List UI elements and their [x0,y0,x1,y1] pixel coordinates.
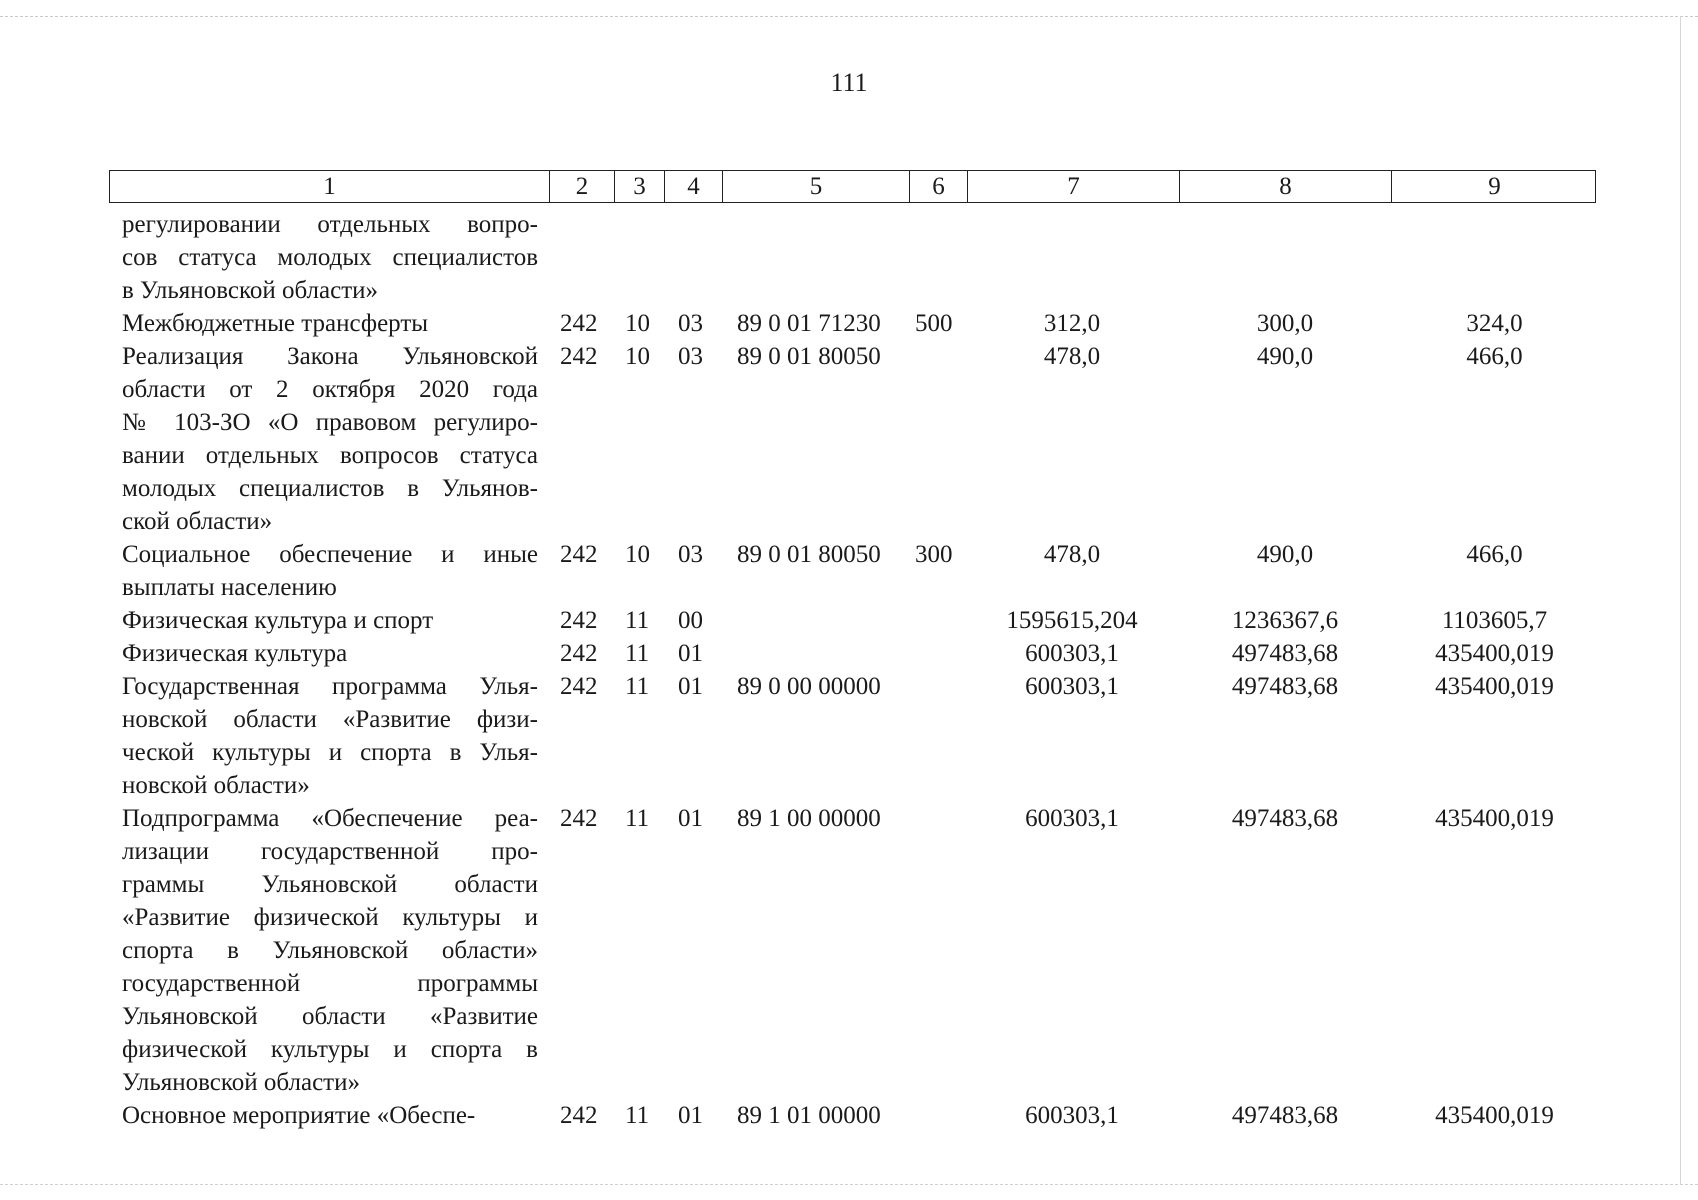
table-row [0,1099,1698,1132]
cell-col-7: 478,0 [1043,541,1101,568]
description-line: области от 2 октября 2020 года [122,376,538,403]
cell-col-2: 242 [560,607,598,634]
cell-col-7: 600303,1 [1025,640,1119,667]
cell-col-5: 89 0 01 80050 [737,541,881,568]
cell-col-2: 242 [560,343,598,370]
row-description [122,208,538,307]
table-row [0,802,1698,1099]
description-line: граммы Ульяновской области [122,871,538,898]
description-line: ческой культуры и спорта в Улья- [122,739,538,766]
cell-col-6: 500 [915,310,953,337]
description-line: Физическая культура [122,640,348,667]
table-row [0,670,1698,802]
cell-col-5: 89 0 01 80050 [737,343,881,370]
row-description [122,307,538,340]
description-line: выплаты населению [122,574,337,601]
cell-col-2: 242 [560,640,598,667]
cell-col-4: 03 [678,310,703,337]
cell-col-4: 01 [678,805,703,832]
row-description [122,802,538,1099]
scan-border-top [0,16,1698,17]
cell-col-5: 89 0 01 71230 [737,310,881,337]
cell-col-3: 10 [625,310,650,337]
cell-col-5: 89 1 00 00000 [737,805,881,832]
column-header-4: 4 [665,171,723,202]
description-line: регулировании отдельных вопро- [122,211,538,238]
cell-col-9: 435400,019 [1435,805,1554,832]
description-line: Реализация Закона Ульяновской [122,343,538,370]
cell-col-8: 497483,68 [1231,640,1339,667]
description-line: новской области «Развитие физи- [122,706,538,733]
cell-col-7: 1595615,204 [1006,607,1138,634]
cell-col-9: 324,0 [1466,310,1523,337]
cell-col-3: 11 [625,1102,650,1129]
row-description [122,637,538,670]
cell-col-3: 10 [625,343,650,370]
cell-col-9: 466,0 [1466,541,1523,568]
cell-col-8: 497483,68 [1231,1102,1339,1129]
table-row [0,604,1698,637]
cell-col-8: 497483,68 [1231,673,1339,700]
description-line: Ульяновской области» [122,1069,360,1096]
cell-col-8: 1236367,6 [1231,607,1339,634]
cell-col-3: 11 [625,607,650,634]
description-line: молодых специалистов в Ульянов- [122,475,538,502]
description-line: Межбюджетные трансферты [122,310,429,337]
description-line: спорта в Ульяновской области» [122,937,538,964]
cell-col-8: 300,0 [1256,310,1314,337]
page-number: 111 [830,68,868,97]
column-header-2: 2 [550,171,615,202]
cell-col-9: 435400,019 [1435,673,1554,700]
description-line: Основное мероприятие «Обеспе- [122,1102,476,1129]
cell-col-4: 00 [678,607,703,634]
cell-col-2: 242 [560,673,598,700]
description-line: Социальное обеспечение и иные [122,541,538,568]
table-row [0,637,1698,670]
table-row [0,208,1698,307]
column-header-6: 6 [910,171,968,202]
cell-col-3: 11 [625,805,650,832]
cell-col-3: 11 [625,673,650,700]
table-row [0,307,1698,340]
cell-col-8: 490,0 [1256,541,1314,568]
column-header-7: 7 [968,171,1180,202]
description-line: государственной программы [122,970,538,997]
description-line: сов статуса молодых специалистов [122,244,538,271]
description-line: в Ульяновской области» [122,277,379,304]
row-description [122,340,538,538]
table-row [0,538,1698,604]
cell-col-2: 242 [560,805,598,832]
table-body [0,208,1698,1132]
row-description [122,1099,538,1132]
description-line: лизации государственной про- [122,838,538,865]
cell-col-4: 01 [678,673,703,700]
row-description [122,538,538,604]
cell-col-5: 89 1 01 00000 [737,1102,881,1129]
column-header-9: 9 [1488,173,1501,200]
cell-col-8: 490,0 [1256,343,1314,370]
column-header-1: 1 [110,171,550,202]
cell-col-9: 466,0 [1466,343,1523,370]
cell-col-2: 242 [560,541,598,568]
description-line: Государственная программа Улья- [122,673,538,700]
cell-col-9: 435400,019 [1435,640,1554,667]
cell-col-4: 01 [678,1102,703,1129]
cell-col-3: 11 [625,640,650,667]
cell-col-7: 478,0 [1043,343,1101,370]
cell-col-5: 89 0 00 00000 [737,673,881,700]
cell-col-4: 01 [678,640,703,667]
cell-col-2: 242 [560,310,598,337]
description-line: ской области» [122,508,273,535]
cell-col-7: 600303,1 [1025,805,1119,832]
cell-col-9: 1103605,7 [1441,607,1548,634]
cell-col-8: 497483,68 [1231,805,1339,832]
row-description [122,670,538,802]
description-line: «Развитие физической культуры и [122,904,538,931]
description-line: № 103-ЗО «О правовом регулиро- [122,409,538,436]
description-line: вании отдельных вопросов статуса [122,442,538,469]
description-line: Подпрограмма «Обеспечение реа- [122,805,538,832]
column-header-5: 5 [723,171,910,202]
column-header-8: 8 [1180,171,1392,202]
cell-col-6: 300 [915,541,953,568]
cell-col-7: 600303,1 [1025,673,1119,700]
cell-col-3: 10 [625,541,650,568]
description-line: новской области» [122,772,310,799]
cell-col-7: 600303,1 [1025,1102,1119,1129]
scan-border-bottom [0,1184,1698,1185]
table-row [0,340,1698,538]
table-header [109,170,1596,203]
description-line: Ульяновской области «Развитие [122,1003,538,1030]
cell-col-4: 03 [678,343,703,370]
cell-col-9: 435400,019 [1435,1102,1554,1129]
cell-col-7: 312,0 [1043,310,1101,337]
column-header-3: 3 [615,171,665,202]
row-description [122,604,538,637]
description-line: физической культуры и спорта в [122,1036,538,1063]
cell-col-2: 242 [560,1102,598,1129]
description-line: Физическая культура и спорт [122,607,434,634]
cell-col-4: 03 [678,541,703,568]
